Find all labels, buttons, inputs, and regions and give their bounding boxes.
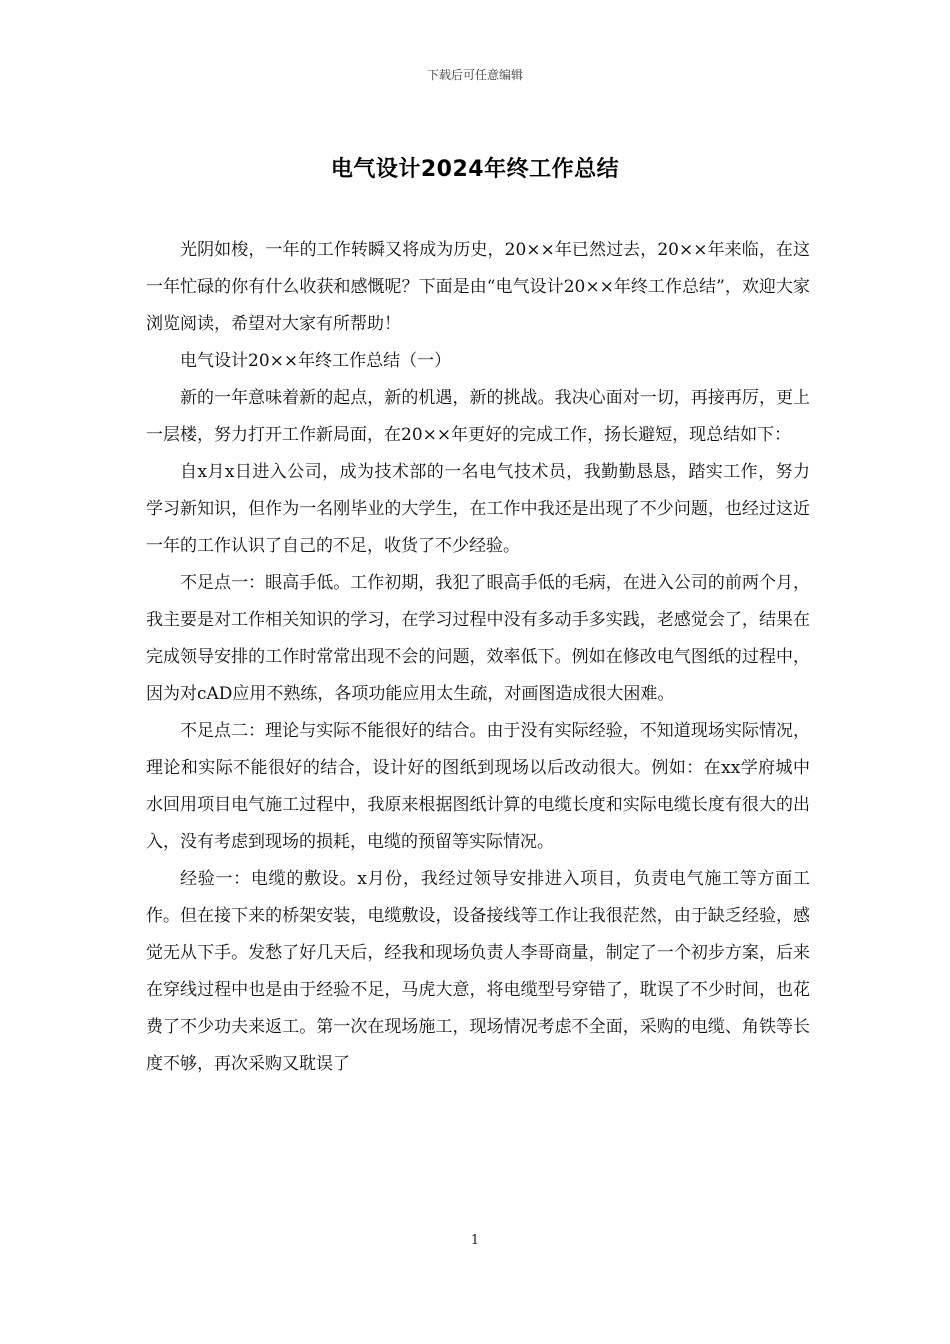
- section-heading: 电气设计20××年终工作总结（一）: [180, 351, 452, 371]
- page-number: 1: [470, 1233, 480, 1248]
- paragraph-intro: 光阴如梭，一年的工作转瞬又将成为历史，20××年已然过去，20××年来临，在这一年忙碌的你有什么收获和感慨呢？下面是由“电气设计20××年终工作总结”，欢迎大家浏览阅读，希望对大家有所帮助！: [146, 240, 810, 334]
- paragraph: 经验一：电缆的敷设。x月份，我经过领导安排进入项目，负责电气施工等方面工作。但在接下来的桥架安装，电缆敷设，设备接线等工作让我很茫然，由于缺乏经验，感觉无从下手。发愁了好几天后，经我和现场负责人李哥商量，制定了一个初步方案，后来在穿线过程中也是由于经验不足，马虎大意，将电缆型号穿错了，耽误了不少时间，也花费了不少功夫来返工。第一次在现场施工，现场情况考虑不全面，采购的电缆、角铁等长度不够，再次采购又耽误了: [146, 869, 810, 1074]
- header-note: 下载后可任意编辑: [426, 68, 523, 82]
- paragraph: 新的一年意味着新的起点，新的机遇，新的挑战。我决心面对一切，再接再厉，更上一层楼，努力打开工作新局面，在20××年更好的完成工作，扬长避短，现总结如下：: [146, 388, 810, 445]
- paragraph: 不足点一：眼高手低。工作初期，我犯了眼高手低的毛病，在进入公司的前两个月，我主要是对工作相关知识的学习，在学习过程中没有多动手多实践，老感觉会了，结果在完成领导安排的工作时常常出现不会的问题，效率低下。例如在修改电气图纸的过程中，因为对cAD应用不熟练，各项功能应用太生疏，对画图造成很大困难。: [146, 573, 810, 704]
- document-body: [146, 232, 810, 1083]
- paragraph: 自x月x日进入公司，成为技术部的一名电气技术员，我勤勤恳恳，踏实工作，努力学习新知识，但作为一名刚毕业的大学生，在工作中我还是出现了不少问题，也经过这近一年的工作认识了自己的不足，收货了不少经验。: [146, 462, 810, 556]
- document-title: 电气设计2024年终工作总结: [330, 157, 620, 182]
- paragraph: 不足点二：理论与实际不能很好的结合。由于没有实际经验，不知道现场实际情况，理论和实际不能很好的结合，设计好的图纸到现场以后改动很大。例如：在xx学府城中水回用项目电气施工过程中，我原来根据图纸计算的电缆长度和实际电缆长度有很大的出入，没有考虑到现场的损耗，电缆的预留等实际情况。: [146, 721, 810, 852]
